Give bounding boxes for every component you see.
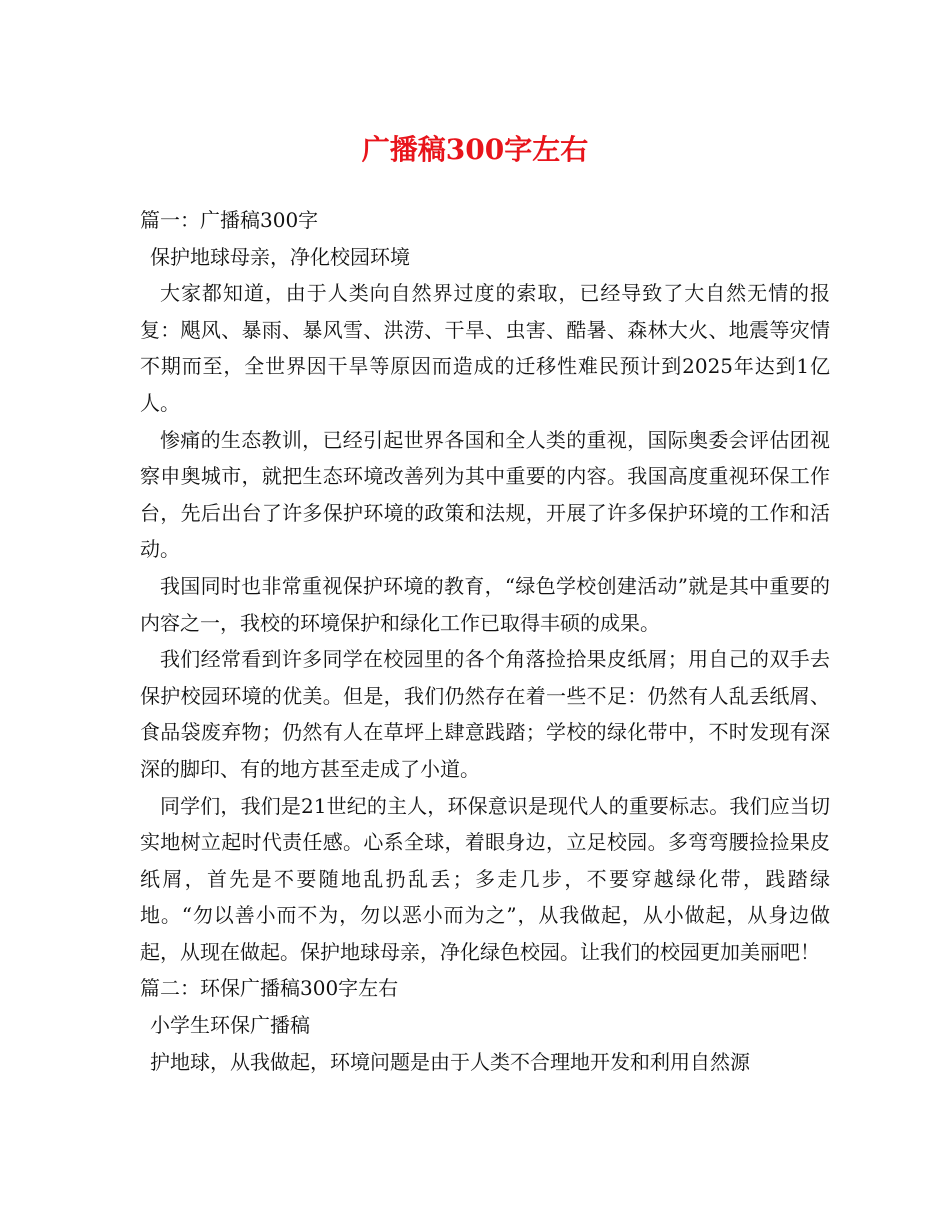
- section-heading-1: 篇一：广播稿300字: [140, 208, 319, 232]
- paragraph: 大家都知道，由于人类向自然界过度的索取，已经导致了大自然无情的报复：飓风、暴雨、暴风雪、洪涝、干旱、虫害、酷暑、森林大火、地震等灾情不期而至，全世界因干旱等原因而造成的迁移性难民预计到2025年达到1亿人。: [140, 281, 830, 415]
- paragraph: 护地球，从我做起，环境问题是由于人类不合理地开发和利用自然源: [150, 1049, 750, 1074]
- paragraph: 同学们，我们是21世纪的主人，环保意识是现代人的重要标志。我们应当切实地树立起时代责任感。心系全球，着眼身边，立足校园。多弯弯腰捡捡果皮纸屑，首先是不要随地乱扔乱丢；多走几步，不要穿越绿化带，践踏绿地。“勿以善小而不为，勿以恶小而为之”，从我做起，从小做起，从身边做起，从现在做起。保护地球母亲，净化绿色校园。让我们的校园更加美丽吧！: [140, 793, 830, 964]
- section-subtitle-1: 保护地球母亲，净化校园环境: [150, 244, 410, 269]
- section-subtitle-2: 小学生环保广播稿: [150, 1013, 310, 1038]
- paragraph: 我们经常看到许多同学在校园里的各个角落捡拾果皮纸屑；用自己的双手去保护校园环境的优美。但是，我们仍然存在着一些不足：仍然有人乱丢纸屑、食品袋废弃物；仍然有人在草坪上肆意践踏；学校的绿化带中，不时发现有深深的脚印、有的地方甚至走成了小道。: [140, 647, 830, 781]
- document-body: [140, 202, 830, 1080]
- document-title: 广播稿300字左右: [361, 133, 589, 166]
- paragraph: 我国同时也非常重视保护环境的教育，“绿色学校创建活动”就是其中重要的内容之一，我校的环境保护和绿化工作已取得丰硕的成果。: [140, 573, 830, 635]
- paragraph: 惨痛的生态教训，已经引起世界各国和全人类的重视，国际奥委会评估团视察申奥城市，就把生态环境改善列为其中重要的内容。我国高度重视环保工作台，先后出台了许多保护环境的政策和法规，开展了许多保护环境的工作和活动。: [140, 427, 830, 562]
- section-heading-2: 篇二：环保广播稿300字左右: [140, 976, 399, 1001]
